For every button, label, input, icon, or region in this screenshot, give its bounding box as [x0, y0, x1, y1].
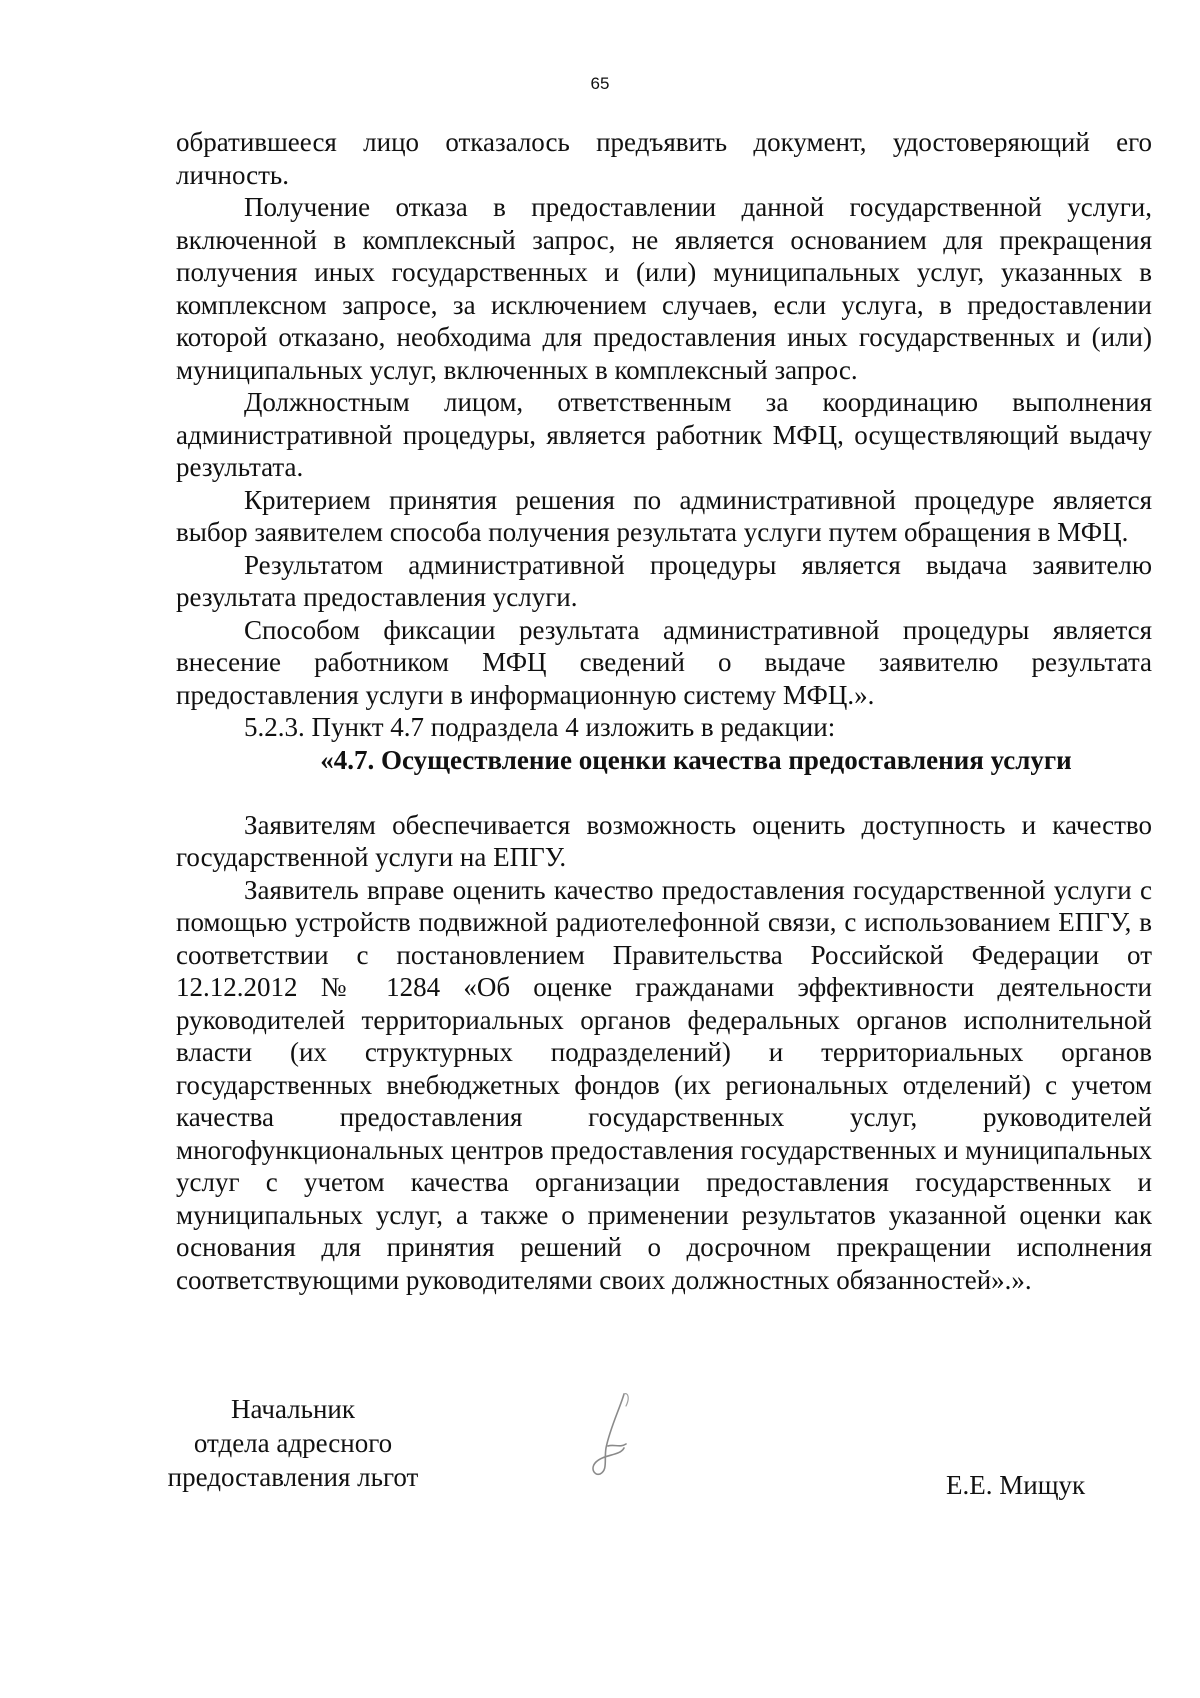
section-heading: «4.7. Осуществление оценки качества предоставления услуги [320, 744, 1072, 775]
page-number: 65 [590, 74, 610, 93]
paragraph-8: Заявителям обеспечивается возможность оценить доступность и качество государственной услуги на ЕПГУ. [176, 809, 1152, 872]
paragraph-9: Заявитель вправе оценить качество предоставления государственной услуги с помощью устройств подвижной радиотелефонной связи, с использованием ЕПГУ, в соответствии с постановлением Правительства Российской Федерации от 12.12.2012 № 1284 «Об оценке гражданами эффективности деятельности руководителей территориальных органов федеральных органов исполнительной власти (их структурных подразделений) и территориальных органов государственных внебюджетных фондов (их региональных отделений) с учетом качества предоставления государственных услуг, руководителей многофункциональных центров предоставления государственных и муниципальных услуг с учетом качества организации предоставления государственных и муниципальных услуг, а также о применении результатов указанной оценки как основания для принятия решений о досрочном прекращении исполнения соответствующими руководителями своих должностных обязанностей».». [176, 874, 1152, 1295]
signatory-title-line-1: Начальник [230, 1394, 355, 1424]
paragraph-5: Результатом административной процедуры является выдача заявителю результата предоставления услуги. [176, 549, 1152, 612]
signatory-title [128, 1392, 458, 1494]
paragraph-3: Должностным лицом, ответственным за координацию выполнения административной процедуры, является работник МФЦ, осуществляющий выдачу результата. [176, 387, 1152, 482]
signature-block [0, 1392, 1200, 1512]
paragraph-2: Получение отказа в предоставлении данной государственной услуги, включенной в комплексный запрос, не является основанием для прекращения получения иных государственных и (или) муниципальных услуг, указанных в комплексном запросе, за исключением случаев, если услуга, в предоставлении которой отказано, необходима для предоставления иных государственных и (или) муниципальных услуг, включенных в комплексный запрос. [176, 192, 1152, 385]
signatory-name: Е.Е. Мищук [946, 1470, 1086, 1500]
paragraph-4: Критерием принятия решения по административной процедуре является выбор заявителем способа получения результата услуги путем обращения в МФЦ. [176, 484, 1152, 547]
signatory-title-line-2: отдела адресного [193, 1428, 393, 1458]
handwritten-signature-icon [580, 1388, 642, 1488]
signatory-title-line-3: предоставления льгот [167, 1462, 419, 1492]
paragraph-7: 5.2.3. Пункт 4.7 подраздела 4 изложить в редакции: [244, 712, 836, 742]
paragraph-1: обратившееся лицо отказалось предъявить документ, удостоверяющий его личность. [176, 127, 1152, 190]
document-body [176, 126, 1152, 1296]
spacer [176, 776, 1152, 809]
paragraph-6: Способом фиксации результата административной процедуры является внесение работником МФЦ сведений о выдаче заявителю результата предоставления услуги в информационную систему МФЦ.». [176, 614, 1152, 710]
